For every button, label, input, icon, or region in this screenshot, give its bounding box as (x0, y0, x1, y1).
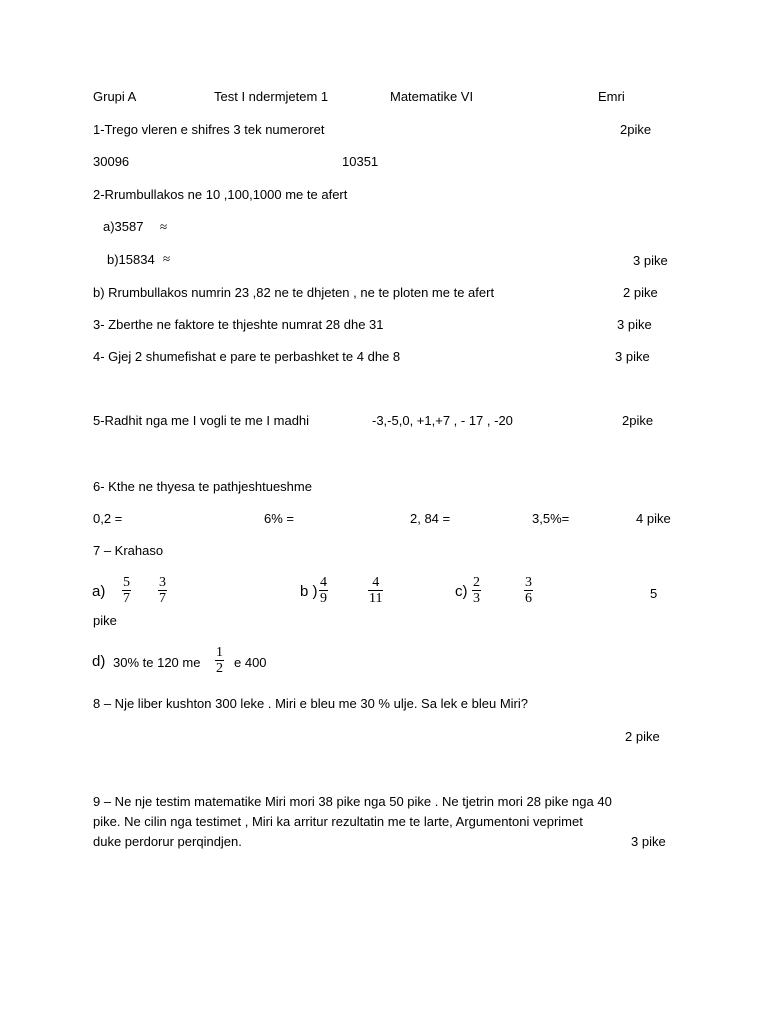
q1-points: 2pike (620, 122, 652, 137)
q4-text: 4- Gjej 2 shumefishat e pare te perbashket te 4 dhe 8 (93, 349, 401, 364)
q5-points: 2pike (622, 413, 654, 428)
q3-text: 3- Zberthe ne faktore te thjeshte numrat 28 dhe 31 (93, 317, 384, 332)
q9-line-2: pike. Ne cilin nga testimet , Miri ka arritur rezultatin me te larte, Argumentoni veprimet (93, 814, 583, 829)
q6-item-2: 6% = (264, 511, 294, 526)
q7-a-fraction-2: 3 7 (159, 575, 166, 606)
q2-text: 2-Rrumbullakos ne 10 ,100,1000 me te afert (93, 187, 348, 202)
q7-d-text-2: e 400 (234, 655, 267, 670)
q7-text: 7 – Krahaso (93, 543, 164, 558)
q3-points: 3 pike (617, 317, 652, 332)
q2-b: b)15834 (107, 252, 155, 267)
q4-points: 3 pike (615, 349, 650, 364)
header-test: Test I ndermjetem 1 (214, 89, 329, 104)
q5-numbers: -3,-5,0, +1,+7 , - 17 , -20 (372, 413, 513, 428)
q2-b-approx: ≈ (163, 251, 171, 266)
q7-d-label: d) (92, 653, 106, 670)
q9-line-3: duke perdorur perqindjen. (93, 834, 242, 849)
header-group: Grupi A (93, 89, 137, 104)
q7-c-fraction-2: 3 6 (525, 575, 532, 606)
q1-number-2: 10351 (342, 154, 379, 169)
q2-b2-points: 2 pike (623, 285, 658, 300)
q6-points: 4 pike (636, 511, 671, 526)
q7-b-fraction-2: 4 11 (369, 575, 383, 606)
q7-points-number: 5 (650, 586, 658, 601)
q7-points-word: pike (93, 613, 117, 628)
q6-item-3: 2, 84 = (410, 511, 451, 526)
q2-points: 3 pike (633, 253, 668, 268)
q9-points: 3 pike (631, 834, 666, 849)
q6-item-1: 0,2 = (93, 511, 123, 526)
q7-a-fraction-1: 5 7 (123, 575, 130, 606)
q2-b2-text: b) Rrumbullakos numrin 23 ,82 ne te dhjeten , ne te ploten me te afert (93, 285, 495, 300)
q5-text: 5-Radhit nga me I vogli te me I madhi (93, 413, 310, 428)
q7-a-label: a) (92, 583, 106, 600)
q7-d-fraction: 1 2 (216, 645, 223, 676)
q7-c-fraction-1: 2 3 (473, 575, 480, 606)
q8-text: 8 – Nje liber kushton 300 leke . Miri e bleu me 30 % ulje. Sa lek e bleu Miri? (93, 696, 528, 711)
q1-text: 1-Trego vleren e shifres 3 tek numeroret (93, 122, 325, 137)
q7-b-label: b ) (300, 583, 318, 600)
q7-b-fraction-1: 4 9 (320, 575, 327, 606)
q2-a-approx: ≈ (160, 219, 168, 234)
q6-text: 6- Kthe ne thyesa te pathjeshtueshme (93, 479, 312, 494)
header-name: Emri (598, 89, 625, 104)
q8-points: 2 pike (625, 729, 660, 744)
q7-d-text-1: 30% te 120 me (113, 655, 201, 670)
q2-a: a)3587 (103, 219, 144, 234)
q1-number-1: 30096 (93, 154, 130, 169)
q9-line-1: 9 – Ne nje testim matematike Miri mori 38 pike nga 50 pike . Ne tjetrin mori 28 pike nga 40 (93, 794, 612, 809)
q7-c-label: c) (455, 583, 468, 600)
header-subject: Matematike VI (390, 89, 474, 104)
q6-item-4: 3,5%= (532, 511, 570, 526)
